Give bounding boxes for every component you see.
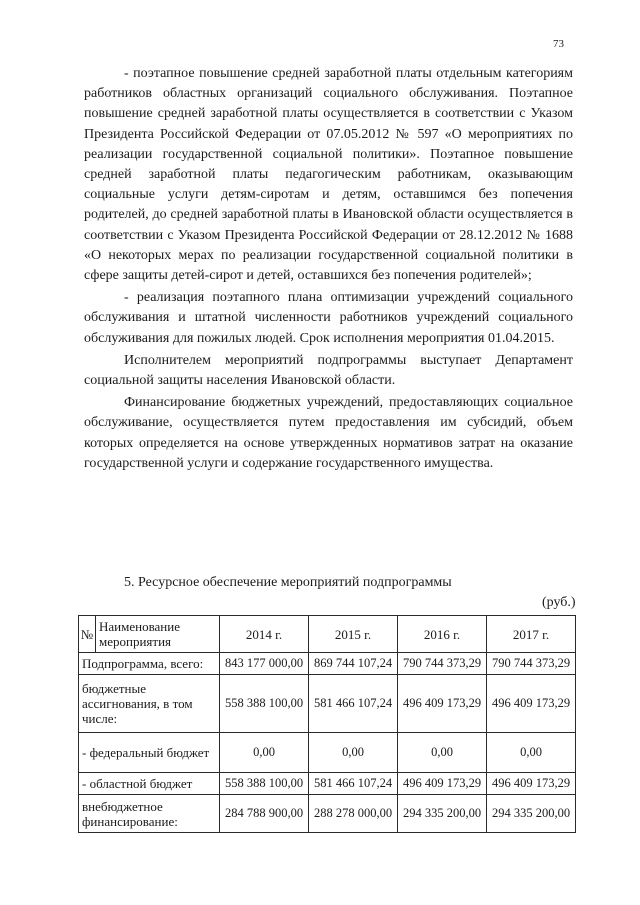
cell-value: 0,00 <box>309 733 398 773</box>
paragraph-financing: Финансирование бюджетных учреждений, предоставляющих социальное обслуживание, осуществляется путем предоставления им субсидий, объем которых определяется на основе утвержденных нормативов затрат на оказание государственной услуги и содержание государственного имущества. <box>84 395 573 471</box>
units-label: (руб.) <box>542 595 576 610</box>
row-name: - федеральный бюджет <box>79 733 220 773</box>
row-name: Подпрограмма, всего: <box>79 653 220 675</box>
page-number: 73 <box>553 38 564 50</box>
paragraph-executor: Исполнителем мероприятий подпрограммы выступает Департамент социальной защиты населения Ивановской области. <box>84 352 573 389</box>
paragraph-wage-increase: - поэтапное повышение средней заработной платы отдельным категориям работников областных организаций социального обслуживания. Поэтапное повышение средней заработной платы осуществляется в соответствии с Указом Президента Российской Федерации от 07.05.2012 № 597 «О мероприятиях по реализации государственной социальной политики». Поэтапное повышение средней заработной платы педагогическим работникам, оказывающим социальные услуги детям-сиротам и детям, оставшимся без попечения родителей, до средней заработной платы в Ивановской области осуществляется в соответствии с Указом Президента Российской Федерации от 28.12.2012 № 1688 «О некоторых мерах по реализации государственной социальной политики в сфере защиты детей-сирот и детей, оставшихся без попечения родителей»; <box>84 66 573 284</box>
cell-value: 496 409 173,29 <box>398 773 487 795</box>
cell-value: 496 409 173,29 <box>398 675 487 733</box>
cell-value: 0,00 <box>487 733 576 773</box>
cell-value: 790 744 373,29 <box>487 653 576 675</box>
cell-value: 790 744 373,29 <box>398 653 487 675</box>
table-row <box>79 795 576 833</box>
cell-value: 0,00 <box>398 733 487 773</box>
cell-value: 294 335 200,00 <box>487 795 576 833</box>
cell-value: 581 466 107,24 <box>309 773 398 795</box>
cell-value: 869 744 107,24 <box>309 653 398 675</box>
paragraph-optimization-plan: - реализация поэтапного плана оптимизации учреждений социального обслуживания и штатной численности работников учреждений социального обслуживания для пожилых людей. Срок исполнения мероприятия 01.04.2015. <box>84 290 573 346</box>
cell-value: 581 466 107,24 <box>309 675 398 733</box>
table-row <box>79 653 576 675</box>
table-row <box>79 733 576 773</box>
table-header-row <box>79 616 576 653</box>
section-heading: 5. Ресурсное обеспечение мероприятий подпрограммы <box>124 575 452 590</box>
row-name: внебюджетное финансирование: <box>79 795 220 833</box>
row-name: - областной бюджет <box>79 773 220 795</box>
cell-value: 843 177 000,00 <box>220 653 309 675</box>
header-year-2015: 2015 г. <box>309 616 398 653</box>
header-year-2016: 2016 г. <box>398 616 487 653</box>
resource-table <box>78 615 576 833</box>
cell-value: 496 409 173,29 <box>487 773 576 795</box>
header-year-2014: 2014 г. <box>220 616 309 653</box>
cell-value: 558 388 100,00 <box>220 773 309 795</box>
row-name: бюджетные ассигнования, в том числе: <box>79 675 220 733</box>
header-number: № <box>79 616 96 653</box>
cell-value: 496 409 173,29 <box>487 675 576 733</box>
table-row <box>79 773 576 795</box>
cell-value: 284 788 900,00 <box>220 795 309 833</box>
cell-value: 558 388 100,00 <box>220 675 309 733</box>
body-text <box>84 64 573 474</box>
table-row <box>79 675 576 733</box>
cell-value: 0,00 <box>220 733 309 773</box>
cell-value: 288 278 000,00 <box>309 795 398 833</box>
cell-value: 294 335 200,00 <box>398 795 487 833</box>
header-year-2017: 2017 г. <box>487 616 576 653</box>
header-name: Наименование мероприятия <box>96 616 220 653</box>
